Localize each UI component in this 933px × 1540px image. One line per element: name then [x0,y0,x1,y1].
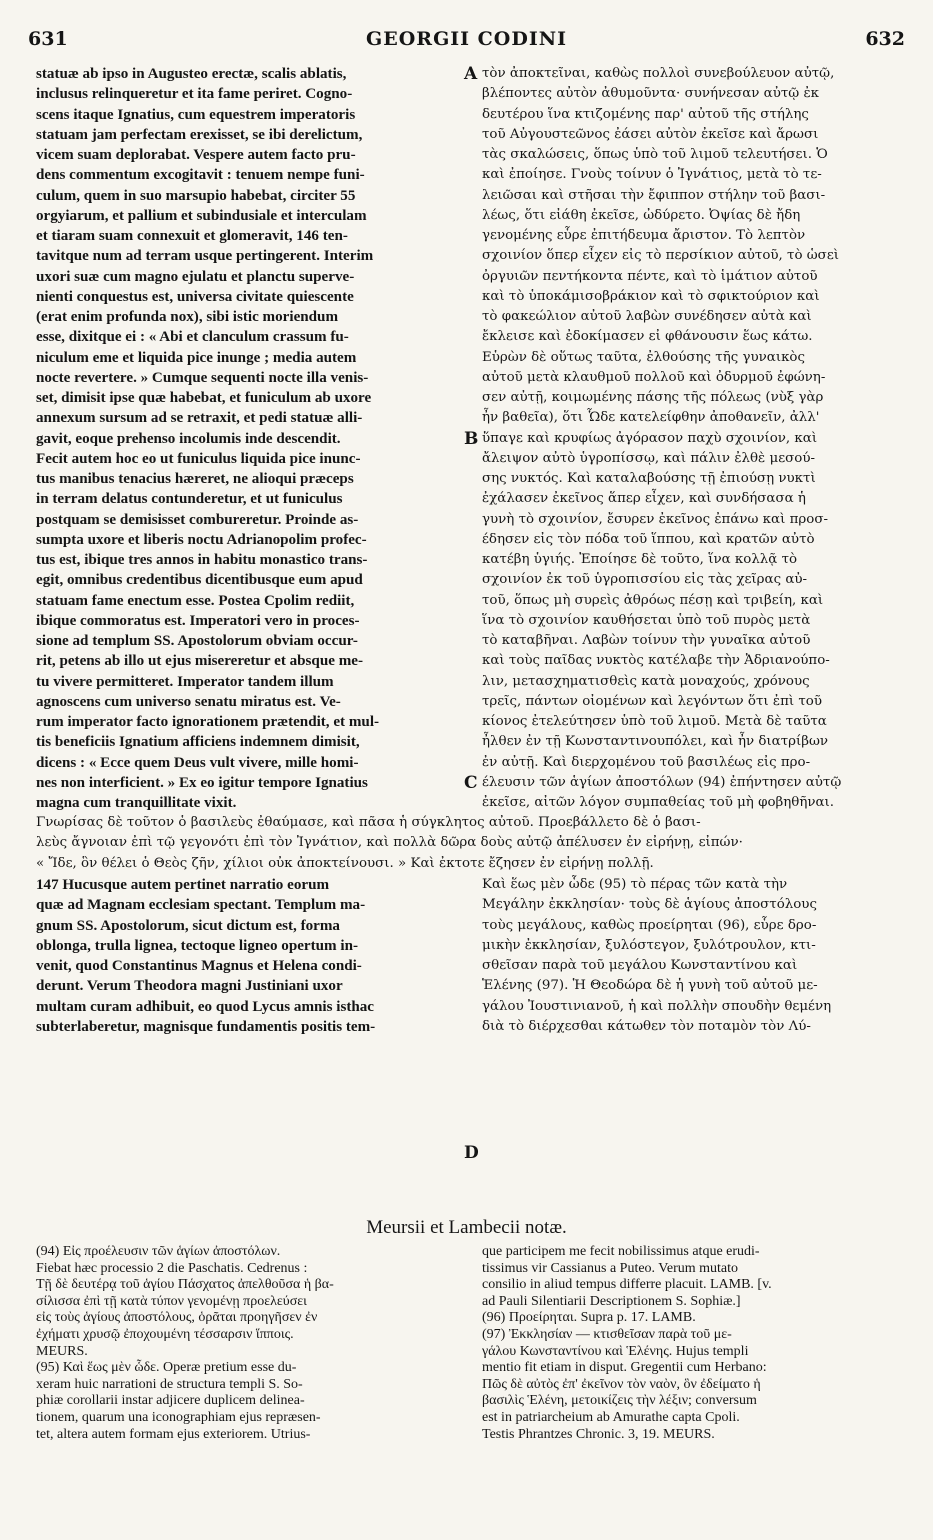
page-number-right: 632 [865,28,905,50]
text-line: (erat enim profunda nox), sibi istic moriendum [36,309,339,325]
text-line: magna cum tranquillitate vixit. [36,795,237,811]
text-line: ad Pauli Silentiarii Descriptionem S. Sophiæ.] [482,1293,741,1309]
text-line: Fiebat hæc processio 2 die Paschatis. Cedrenus : [36,1260,308,1276]
text-line: Fecit autem hoc eo ut funiculus liquida pice inunc- [36,450,361,467]
text-line: dicens : « Ecce quem Deus vult vivere, mille homi- [36,754,359,771]
text-line: Μεγάλην ἐκκλησίαν· τοὺς δὲ ἁγίους ἀποστόλους [482,897,817,913]
text-line: τρεῖς, πάντων οἰομένων καὶ λεγόντων ὅτι ἐπὶ τοῦ [482,693,823,709]
text-line: γάλου Κωνσταντίνου καὶ Ἑλένης. Hujus templi [482,1343,749,1359]
text-line: tissimus vir Cassianus a Puteo. Verum mutato [482,1260,739,1276]
section-marker-b: B [464,429,479,449]
text-line: nes non interficient. » Ex eo igitur tempore Ignatius [36,774,368,791]
text-line: niculum eme et liquida pice inunge ; media autem [36,349,357,366]
text-line: σίλισσα ἐπὶ τῇ κατὰ τύπον γενομένῃ προελεύσει [36,1293,307,1309]
greek-column-upper [482,64,902,813]
text-line: sumpta uxore et liberis noctu Adrianopolim profec- [36,531,367,548]
text-line: tavitque num ad terram usque pertingerent. Interim [36,248,374,265]
text-line: gavit, eoque prehenso incolumis inde descendit. [36,430,341,447]
text-line: set, dimisit ipse quæ habebat, et funiculum ab uxore [36,390,372,406]
text-line: consilio in aliud tempus differre placuit. LAMB. [v. [482,1277,772,1293]
text-line: σχοινίον ὅπερ εἶχεν εἰς τὸ περσίκιον αὐτοῦ, τὸ ὡσεὶ [482,248,840,264]
text-line: Ἑλένης (97). Ἡ Θεοδώρα δὲ ἡ γυνὴ τοῦ αὐτοῦ με- [482,978,818,994]
text-line: τὰς σκαλώσεις, ὅπως ὑπὸ τοῦ λιμοῦ τελευτήσει. Ὁ [482,147,828,162]
text-line: nienti conquestus est, universa civitate quiescente [36,288,354,305]
text-line: rum imperator facto ignorationem prætendit, et mul- [36,714,380,730]
text-line: uxori suæ cum magno ejulatu et planctu superve- [36,268,355,285]
text-line: ὀργυιῶν πεντήκοντα πέντε, καὶ τὸ ἱμάτιον αὐτοῦ [482,268,818,284]
text-line: tus est, ibique tres annos in habitu monastico trans- [36,552,368,568]
text-line: venit, quod Constantinus Magnus et Helena condi- [36,958,362,974]
text-line: subterlaberetur, magnisque fundamentis positis tem- [36,1018,376,1035]
text-line: τὸ καταβῆναι. Λαβὼν τοίνυν τὴν γυναῖκα αὐτοῦ [482,633,811,648]
text-line: λέως, ὅτι εἰάθη ἐκεῖσε, ὠδύρετο. Ὀψίας δὲ ἤδη [482,207,801,223]
text-line: in terram delatus contunderetur, et ut funiculus [36,491,343,508]
text-line: tionem, quarum una iconographiam ejus repræsen- [36,1409,321,1425]
greek-full-width-passage [36,813,902,874]
text-line: vicem suam deplorabat. Vespere autem facto pru- [36,147,356,163]
text-line: tu vivere permitteret. Imperator tandem illum [36,673,334,690]
latin-column-lower [36,875,464,1037]
text-line: gnum SS. Apostolorum, sicut dictum est, forma [36,917,340,934]
text-line: ἐχήματι χρυσῷ ἐποχουμένη τέσσαρσιν ἵπποις. [36,1326,294,1342]
notes-heading: Meursii et Lambecii notæ. [366,1217,567,1238]
text-line: βλέποντες αὐτὸν ἀθυμοῦντα· συνήνεσαν αὐτῷ ἐκ [482,86,819,102]
text-line: et tiaram suam connexuit et glomeravit, 146 ten- [36,228,348,244]
text-line: Τῇ δὲ δευτέρᾳ τοῦ ἁγίου Πάσχατος ἀπελθοῦσα ἡ βα- [36,1277,334,1293]
text-line: xeram huic narrationi de structura templi S. So- [36,1376,303,1392]
page-number-left: 631 [28,28,68,50]
text-line: γάλου Ἰουστινιανοῦ, ἡ καὶ πολλὴν σπουδὴν θεμένη [482,998,832,1014]
text-line: ἐκεῖσε, αἰτῶν λόγον συμπαθείας τοῦ μὴ φοβηθῆναι. [482,795,835,810]
text-line: αὐτοῦ μετὰ κλαυθμοῦ πολλοῦ καὶ ὀδυρμοῦ ἐφώνη- [482,369,826,385]
text-line: τοῦ, ὅπως μὴ συρεὶς ἀθρόως πέσῃ καὶ τριβείη, καὶ [482,592,824,608]
text-line: Καὶ ἕως μὲν ὧδε (95) τὸ πέρας τῶν κατὰ τὴν [482,877,788,892]
running-header [28,28,905,54]
text-line: agnoscens cum universo senatu miratus est. Ve- [36,693,341,710]
text-line: Πῶς δὲ αὐτὸς ἐπ' ἐκεῖνον τὸν ναὸν, ὃν ἐδείματο ἡ [482,1376,761,1392]
text-line: multam curam adhibuit, eo quod Lycus amnis isthac [36,998,374,1015]
text-line: « Ἴδε, ὃν θέλει ὁ Θεὸς ζῆν, χίλιοι οὐκ ἀποκτείνουσι. » Καὶ ἐκτοτε ἔζησεν ἐν εἰρήνῃ πολλῇ. [36,855,654,871]
text-line: τὸν ἀποκτεῖναι, καθὼς πολλοὶ συνεβούλευον αὐτῷ, [482,66,835,81]
text-line: que participem me fecit nobilissimus atque erudi- [482,1244,760,1259]
text-line: culum, quem in suo marsupio habebat, circiter 55 [36,187,356,204]
text-line: scens itaque Ignatius, cum equestrem imperatoris [36,106,356,123]
text-line: ἄλειψον αὐτὸ ὑγροπίσσῳ, καὶ πάλιν ἐλθὲ μεσού- [482,450,816,466]
text-line: έλευσιν τῶν ἁγίων ἀποστόλων (94) ἐπήντησεν αὐτῷ [482,774,842,790]
text-line: εἰς τοὺς ἁγίους ἀποστόλους, ὁρᾶται προηγῆσεν ἐν [36,1310,318,1326]
text-line: est in patriarcheium ab Amurathe capta Cpoli. [482,1409,740,1425]
text-line: statuæ ab ipso in Augusteo erectæ, scalis ablatis, [36,66,347,82]
text-line: derunt. Verum Theodora magni Justiniani uxor [36,978,343,995]
running-title: GEORGII CODINI [366,28,567,50]
text-line: postquam se demisisset combureretur. Proinde as- [36,511,359,528]
text-line: τὸ φακεώλιον αὐτοῦ λαβὼν συνέδησεν αὐτὰ καὶ [482,309,812,324]
text-line: tus manibus tenacius hæreret, ne alioqui præceps [36,471,354,487]
text-line: μικὴν ἐκκλησίαν, ξυλόστεγον, ξυλότρουλον, κτι- [482,937,816,953]
text-line: κίονος ἐτελεύτησεν ὑπὸ τοῦ λιμοῦ. Μετὰ δὲ ταῦτα [482,714,827,729]
text-line: MEURS. [36,1343,88,1359]
text-line: 147 Hucusque autem pertinet narratio eorum [36,877,330,893]
text-line: (95) Καὶ ἕως μὲν ὧδε. Operæ pretium esse du- [36,1360,297,1376]
text-line: διὰ τὸ διέρχεσθαι κάτωθεν τὸν ποταμὸν τὸν Λύ- [482,1018,811,1034]
text-line: dens commentum excogitavit : tenuem nempe funi- [36,167,365,184]
text-line: quæ ad Magnam ecclesiam spectant. Templum ma- [36,897,366,914]
text-line: tet, altera autem formam ejus exteriorem. Utrius- [36,1426,311,1442]
greek-column-lower [482,875,902,1037]
text-line: inclusus relinqueretur et ita fame periret. Cogno- [36,86,353,103]
text-line: ἦν βαθεῖα), ὅτι Ὧδε κατελείφθην ἀποθανεῖν, ἀλλ' [482,410,820,426]
text-line: annexum sursum ad se retraxit, et pedi statuæ alli- [36,410,363,427]
text-line: Testis Phrantzes Chronic. 3, 19. MEURS. [482,1426,715,1442]
text-line: λιν, μετασχηματισθεὶς κατὰ μοναχούς, χρόνους [482,673,810,689]
text-line: ἐν αὐτῇ. Καὶ διερχομένου τοῦ βασιλέως εἰς προ- [482,754,811,770]
text-line: σχοινίον ἐκ τοῦ ὑγροπισσίου εἰς τὰς χεῖρας αὐ- [482,572,808,588]
text-line: ἵνα τὸ σχοινίον καυθήσεται ὑπὸ τοῦ πυρὸς μετὰ [482,612,811,628]
text-line: καὶ ἐποίησε. Γνοὺς τοίνυν ὁ Ἰγνάτιος, μετὰ τὸ τε- [482,167,822,183]
text-line: σεν αὐτῇ, κοιμωμένης πάσης τῆς πόλεως (νὺξ γὰρ [482,390,824,405]
text-line: statuam jam perfectam erexisset, se ibi derelictum, [36,126,363,143]
text-line: rit, petens ab illo ut ejus misereretur et absque me- [36,653,363,670]
text-line: λεὺς ἄγνοιαν ἐπὶ τῷ γεγονότι ἐπὶ τὸν Ἰγνάτιον, καὶ πολλὰ δῶρα δοὺς αὐτῷ ἀπέλυσεν ἐν εἰρήνῃ, εἰπών· [36,835,743,851]
text-line: τοῦ Αὐγουστεῶνος ἐάσει αὐτὸν ἐκεῖσε καὶ ἄρωσι [482,126,819,142]
section-marker-d: D [464,1143,479,1163]
text-line: βασιλὶς Ἑλένη, μετοικίζεις τὴν λέξιν; conversum [482,1393,757,1409]
text-line: oblonga, trulla lignea, tectoque ligneo opertum in- [36,937,358,954]
latin-column-upper [36,64,464,813]
text-line: sione ad templum SS. Apostolorum obviam occur- [36,633,358,649]
text-line: (94) Εἰς προέλευσιν τῶν ἁγίων ἀποστόλων. [36,1244,281,1259]
text-line: καὶ τοὺς παῖδας νυκτὸς κατέλαβε τὴν Ἀδριανούπο- [482,653,830,669]
text-line: ἐχάλασεν ἐκεῖνος ἅπερ εἶχεν, καὶ συνδήσασα ἡ [482,491,806,507]
text-line: mentio fit etiam in disput. Gregentii cum Herbano: [482,1360,767,1376]
text-line: ἔκλεισε καὶ ἐδοκίμασεν εἰ φθάνουσιν ἕως κάτω. [482,329,813,345]
text-line: nocte revertere. » Cumque sequenti nocte illa venis- [36,369,369,386]
text-line: esse, dixitque ei : « Abi et clanculum crassum fu- [36,329,349,346]
text-line: κατέβη ὑγιής. Ἐποίησε δὲ τοῦτο, ἵνα κολλᾷ τὸ [482,552,798,567]
notes-column-right [482,1244,902,1443]
text-line: ἦλθεν ἐν τῇ Κωνσταντινουπόλει, καὶ ἦν διατρίβων [482,734,829,750]
text-line: orgyiarum, et pallium et subindusiale et interculam [36,207,367,224]
text-line: δευτέρου ἵνα κτιζομένης παρ' αὐτοῦ τῆς στήλης [482,106,809,122]
text-line: tis beneficiis Ignatium afficiens indemnem dimisit, [36,734,360,751]
text-line: σης νυκτός. Καὶ καταλαβούσης τῇ ἐπιούσῃ νυκτὶ [482,471,816,486]
text-line: statuam fame enectum esse. Postea Cpolim rediit, [36,592,355,609]
text-line: λειῶσαι καὶ στῆσαι τὴν ἔφιππον στήλην τοῦ βασι- [482,187,826,203]
text-line: (96) Προείρηται. Supra p. 17. LAMB. [482,1310,696,1326]
section-marker-a: A [464,64,478,84]
text-line: phiæ corollarii instar adjicere duplicem delinea- [36,1393,305,1409]
text-line: ὕπαγε καὶ κρυφίως ἀγόρασον παχὺ σχοινίον, καὶ [482,430,818,446]
text-line: έδησεν εἰς τὸν πόδα τοῦ ἵππου, καὶ κρατῶν αὐτὸ [482,531,815,547]
text-line: τοὺς μεγάλους, καθὼς προείρηται (96), εὗρε δρο- [482,917,817,933]
text-line: (97) Ἐκκλησίαν — κτισθεῖσαν παρὰ τοῦ με- [482,1326,732,1342]
text-line: egit, omnibus credentibus dicentibusque eum apud [36,572,363,589]
text-line: γυνὴ τὸ σχοινίον, ἔσυρεν ἐκεῖνος ἐπάνω καὶ προσ- [482,511,828,527]
section-marker-c: C [464,773,478,793]
text-line: καὶ τὸ ὑποκάμισοβράκιον καὶ τὸ σφικτούριον καὶ [482,288,820,304]
text-line: σθεῖσαν παρὰ τοῦ μεγάλου Κωνσταντίνου καὶ [482,958,798,973]
text-line: γενομένης εὗρε ἐπιτήδευμα ἄριστον. Τὸ λεπτὸν [482,228,806,243]
text-line: ibique commoratus est. Imperatori vero in proces- [36,612,360,629]
text-line: Εὑρὼν δὲ οὕτως ταῦτα, ἐλθούσης τῆς γυναικὸς [482,349,805,365]
notes-column-left [36,1244,464,1443]
text-line: Γνωρίσας δὲ τοῦτον ὁ βασιλεὺς ἐθαύμασε, καὶ πᾶσα ἡ σύγκλητος αὐτοῦ. Προεβάλλετο δὲ ὁ βασι- [36,815,701,830]
